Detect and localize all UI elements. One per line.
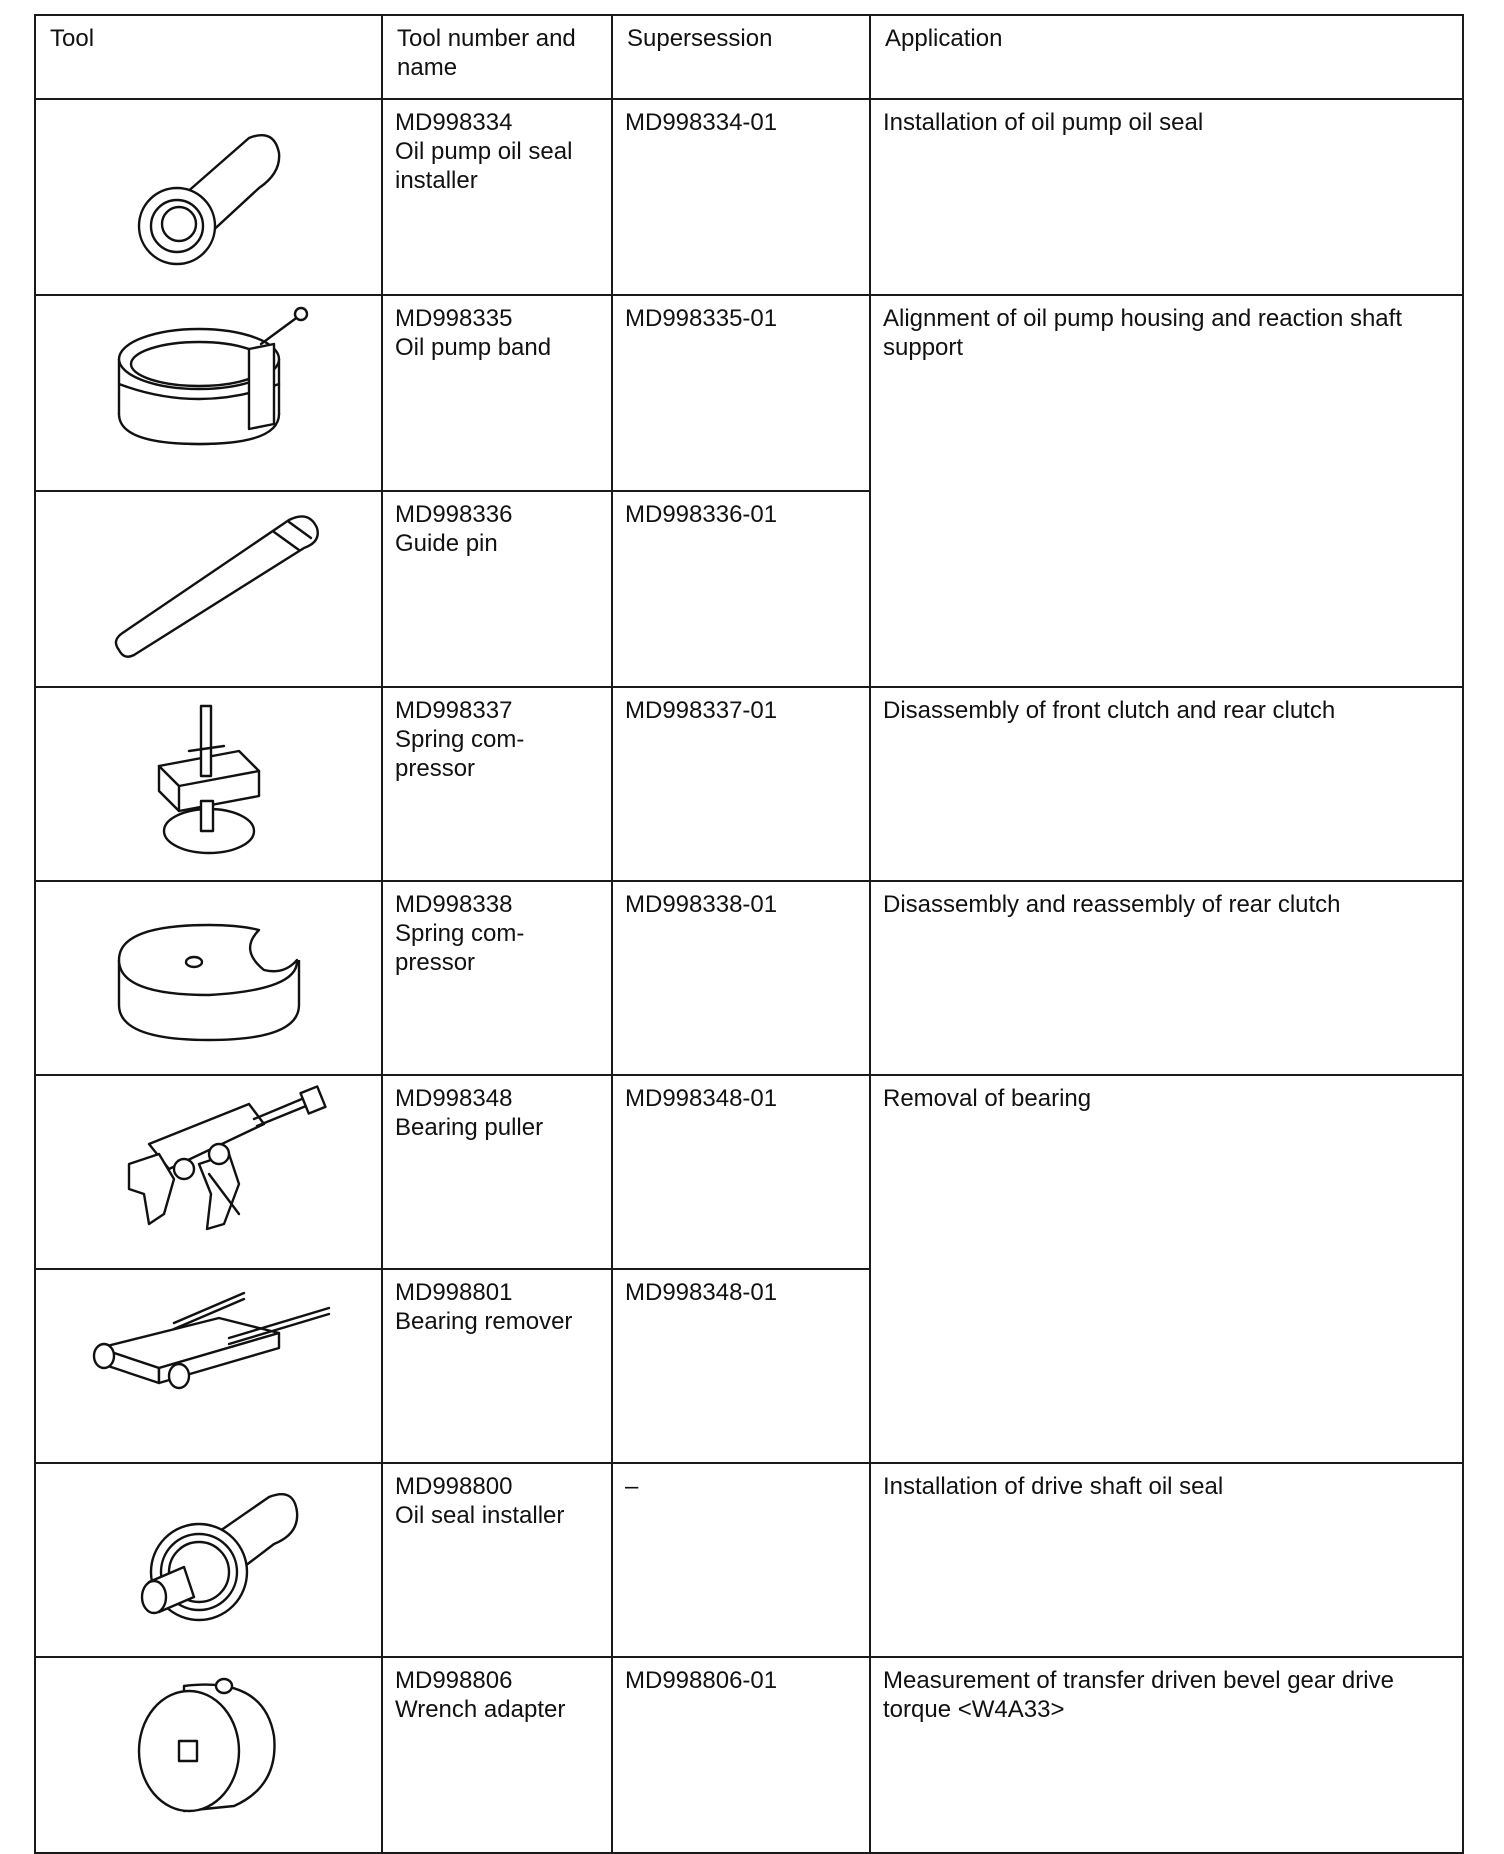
application-cell: Installation of drive shaft oil seal bbox=[870, 1463, 1463, 1657]
supersession-cell: MD998806-01 bbox=[612, 1657, 870, 1853]
oil-seal-installer-icon bbox=[99, 108, 319, 268]
tool-name: Wrench adapter bbox=[395, 1696, 566, 1723]
header-row bbox=[35, 15, 1463, 99]
guide-pin-icon bbox=[89, 500, 329, 670]
tool-number-name-cell bbox=[382, 881, 612, 1075]
header-application: Application bbox=[870, 15, 1463, 99]
tool-image-cell bbox=[35, 1463, 382, 1657]
tool-name: Spring com-pressor bbox=[395, 726, 525, 782]
tool-number-name-cell bbox=[382, 1463, 612, 1657]
tool-number: MD998348 bbox=[395, 1085, 513, 1112]
tool-number-name-cell bbox=[382, 687, 612, 881]
tool-name: Bearing puller bbox=[395, 1114, 544, 1141]
tool-image-cell bbox=[35, 1657, 382, 1853]
bearing-puller-icon bbox=[89, 1084, 329, 1244]
supersession-cell: MD998348-01 bbox=[612, 1075, 870, 1269]
tool-number: MD998801 bbox=[395, 1279, 513, 1306]
header-supersession: Supersession bbox=[612, 15, 870, 99]
supersession-cell: MD998334-01 bbox=[612, 99, 870, 295]
tool-name: Oil seal installer bbox=[395, 1502, 565, 1529]
tool-number-name-cell bbox=[382, 491, 612, 687]
tool-image-cell bbox=[35, 1075, 382, 1269]
special-tools-table bbox=[34, 14, 1464, 1854]
tool-number-name-cell bbox=[382, 1075, 612, 1269]
tool-number-name-cell bbox=[382, 99, 612, 295]
tool-number: MD998338 bbox=[395, 891, 513, 918]
header-tool: Tool bbox=[35, 15, 382, 99]
supersession-cell: MD998335-01 bbox=[612, 295, 870, 491]
tool-number-name-cell bbox=[382, 295, 612, 491]
drive-shaft-seal-installer-icon bbox=[109, 1472, 309, 1632]
tool-image-cell bbox=[35, 99, 382, 295]
wrench-adapter-icon bbox=[124, 1666, 294, 1826]
tool-image-cell bbox=[35, 687, 382, 881]
tool-number: MD998806 bbox=[395, 1667, 513, 1694]
supersession-cell: – bbox=[612, 1463, 870, 1657]
tool-number: MD998335 bbox=[395, 305, 513, 332]
tool-name: Oil pump oil seal installer bbox=[395, 138, 573, 194]
tool-number: MD998337 bbox=[395, 697, 513, 724]
tool-name: Bearing remover bbox=[395, 1308, 573, 1335]
pump-band-icon bbox=[99, 304, 319, 464]
table-row bbox=[35, 1657, 1463, 1853]
tool-image-cell bbox=[35, 1269, 382, 1463]
supersession-cell: MD998337-01 bbox=[612, 687, 870, 881]
tool-image-cell bbox=[35, 295, 382, 491]
bearing-remover-icon bbox=[79, 1278, 339, 1408]
tool-image-cell bbox=[35, 491, 382, 687]
application-cell: Disassembly of front clutch and rear clutch bbox=[870, 687, 1463, 881]
header-tool-number-and-name: Tool number and name bbox=[382, 15, 612, 99]
table-row bbox=[35, 295, 1463, 491]
table-row bbox=[35, 687, 1463, 881]
supersession-cell: MD998338-01 bbox=[612, 881, 870, 1075]
tool-image-cell bbox=[35, 881, 382, 1075]
application-cell: Installation of oil pump oil seal bbox=[870, 99, 1463, 295]
tool-number: MD998800 bbox=[395, 1473, 513, 1500]
tool-name: Guide pin bbox=[395, 530, 498, 557]
supersession-cell: MD998336-01 bbox=[612, 491, 870, 687]
application-cell: Removal of bearing bbox=[870, 1075, 1463, 1463]
application-cell: Disassembly and reassembly of rear clutch bbox=[870, 881, 1463, 1075]
tool-number: MD998334 bbox=[395, 109, 513, 136]
application-cell: Alignment of oil pump housing and reaction shaft support bbox=[870, 295, 1463, 687]
spring-compressor-icon bbox=[129, 696, 289, 866]
tool-name: Spring com-pressor bbox=[395, 920, 525, 976]
supersession-cell: MD998348-01 bbox=[612, 1269, 870, 1463]
table-row bbox=[35, 99, 1463, 295]
table-row bbox=[35, 881, 1463, 1075]
tool-number: MD998336 bbox=[395, 501, 513, 528]
table-row bbox=[35, 1463, 1463, 1657]
tool-number-name-cell bbox=[382, 1657, 612, 1853]
tool-name: Oil pump band bbox=[395, 334, 552, 361]
tool-number-name-cell bbox=[382, 1269, 612, 1463]
application-cell: Measurement of transfer driven bevel gear drive torque <W4A33> bbox=[870, 1657, 1463, 1853]
table-row bbox=[35, 1075, 1463, 1269]
spring-compressor-disc-icon bbox=[99, 890, 319, 1050]
